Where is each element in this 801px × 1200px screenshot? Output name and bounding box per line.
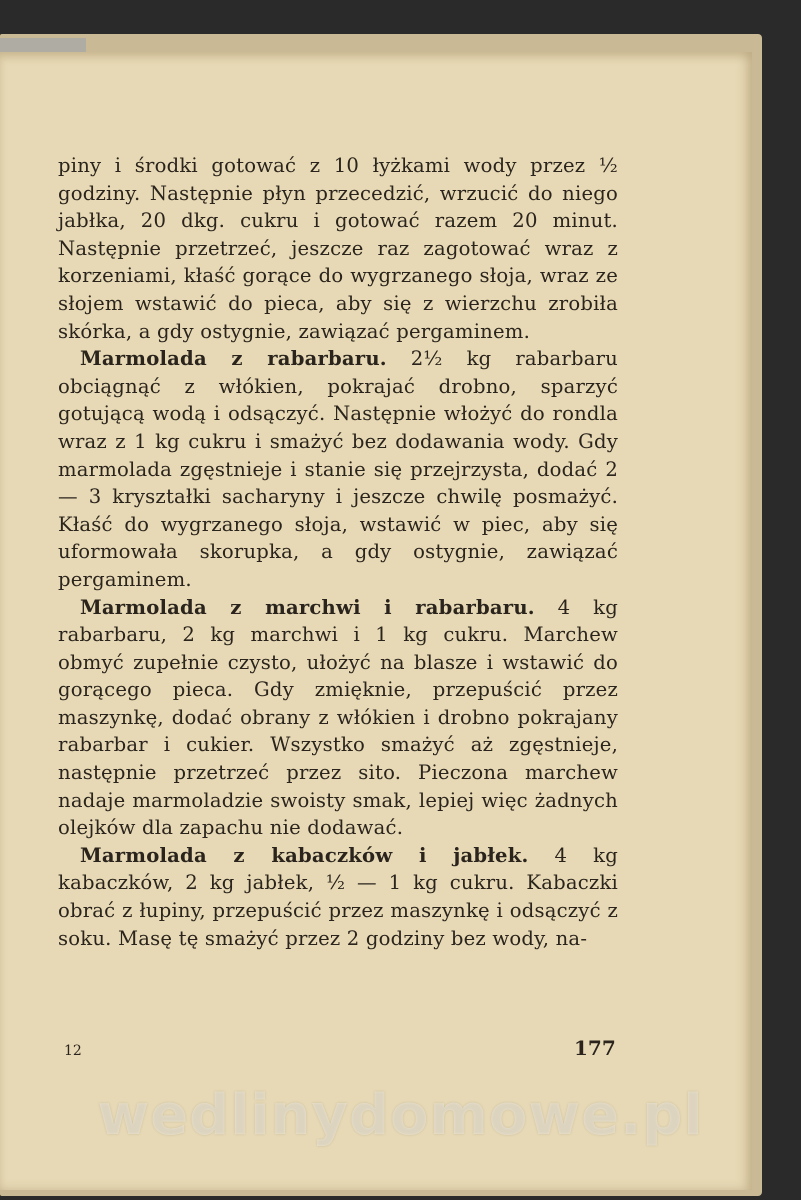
watermark: wedlinydomowe.pl [97,1083,704,1148]
paragraph-rabarbar [58,345,618,593]
page-number: 177 [574,1036,616,1060]
paragraph-continuation [58,152,618,345]
book-page [0,52,752,1190]
paragraph-text: 2½ kg rabarbaru obciągnąć z włókien, pokrajać drobno, sparzyć gotującą wodą i odsączyć. Następnie włożyć do rondla wraz z 1 kg cukru i smażyć bez dodawania wody. Gdy marmolada zgęstnieje i stanie się przejrzysta, dodać 2 — 3 kryształki sacharyny i jeszcze chwilę posmażyć. Kłaść do wygrzanego słoja, wstawić w piec, aby się uformowała skorupka, a gdy ostygnie, zawiązać pergaminem. [58,347,618,591]
paragraph-marchew-rabarbar [58,594,618,842]
paragraph-text: piny i środki gotować z 10 łyżkami wody przez ½ godziny. Następnie płyn przecedzić, wrzucić do niego jabłka, 20 dkg. cukru i gotować razem 20 minut. Następnie przetrzeć, jeszcze raz zagotować wraz z korzeniami, kłaść gorące do wygrzanego słoja, wraz ze słojem wstawić do pieca, aby się z wierzchu zrobiła skórka, a gdy ostygnie, zawiązać pergaminem. [58,154,618,343]
recipe-heading: Marmolada z marchwi i rabarbaru. [80,595,535,619]
recipe-heading: Marmolada z rabarbaru. [80,347,387,371]
paragraph-text: 4 kg kabaczków, 2 kg jabłek, ½ — 1 kg cukru. Kabaczki obrać z łupiny, przepuścić przez maszynkę i odsączyć z soku. Masę tę smażyć przez 2 godziny bez wody, na- [58,843,618,950]
page-text-block [58,152,618,952]
printer-signature-mark: 12 [64,1043,82,1059]
recipe-heading: Marmolada z kabaczków i jabłek. [80,843,529,867]
paragraph-text: 4 kg rabarbaru, 2 kg marchwi i 1 kg cukru. Marchew obmyć zupełnie czysto, ułożyć na blasze i wstawić do gorącego pieca. Gdy zmięknie, przepuścić przez maszynkę, dodać obrany z włókien i drobno pokrajany rabarbar i cukier. Wszystko smażyć aż zgęstnieje, następnie przetrzeć przez sito. Pieczona marchew nadaje marmoladzie swoisty smak, lepiej więc żadnych olejków dla zapachu nie dodawać. [58,595,618,840]
paragraph-kabaczki-jablka [58,842,618,952]
